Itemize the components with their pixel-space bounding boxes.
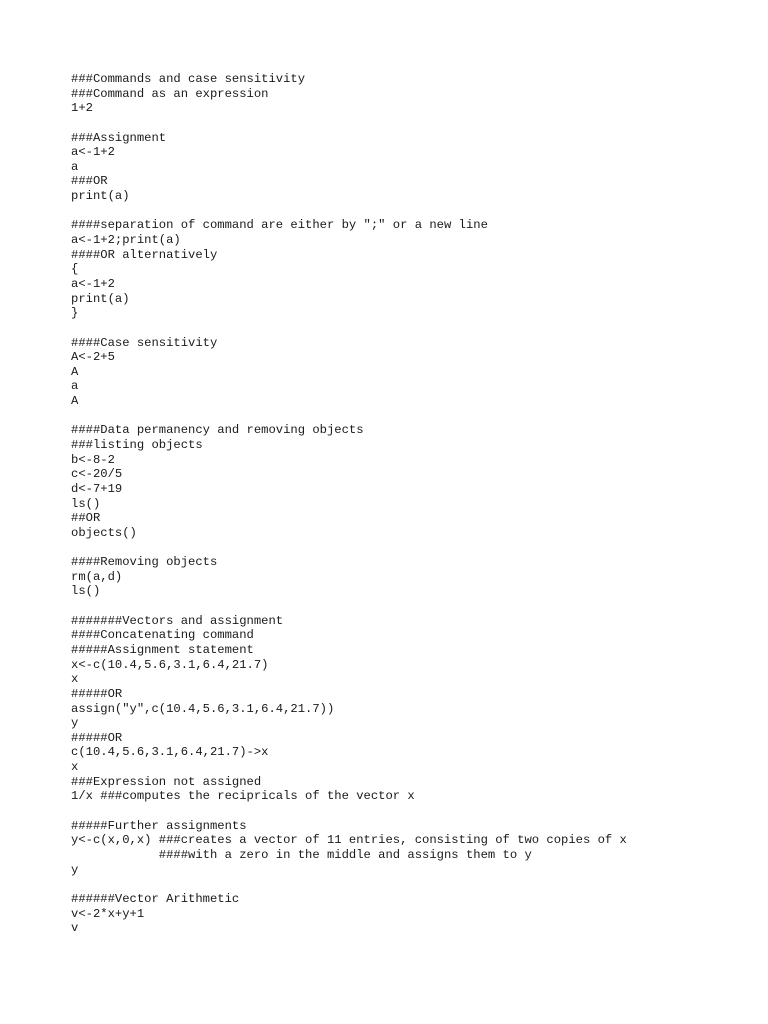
- code-listing: [71, 72, 751, 936]
- code-line: ###Assignment: [71, 130, 167, 145]
- code-line: #####OR: [71, 686, 123, 701]
- code-line: v: [71, 921, 79, 936]
- code-line: #####Further assignments: [71, 818, 247, 833]
- code-line: d<-7+19: [71, 481, 123, 496]
- code-line: print(a): [71, 189, 130, 204]
- code-line: [71, 804, 751, 819]
- code-line: objects(): [71, 525, 137, 540]
- code-line: ####Removing objects: [71, 555, 218, 570]
- code-line: A: [71, 364, 79, 379]
- code-line: [71, 204, 751, 219]
- code-line: {: [71, 262, 79, 277]
- code-line: #######Vectors and assignment: [71, 613, 284, 628]
- code-line: a<-1+2;print(a): [71, 233, 181, 248]
- code-line: A: [71, 394, 79, 409]
- code-line: ####Case sensitivity: [71, 335, 218, 350]
- code-line: #####OR: [71, 730, 123, 745]
- code-line: ###listing objects: [71, 438, 203, 453]
- code-line: y: [71, 716, 79, 731]
- code-line: [71, 541, 751, 556]
- code-line: y<-c(x,0,x) ###creates a vector of 11 entries, consisting of two copies of x: [71, 833, 627, 848]
- code-line: 1+2: [71, 101, 93, 116]
- code-line: y: [71, 862, 79, 877]
- code-line: #####Assignment statement: [71, 642, 254, 657]
- code-line: [71, 599, 751, 614]
- code-line: a<-1+2: [71, 145, 115, 160]
- code-line: x: [71, 760, 79, 775]
- code-line: ls(): [71, 496, 101, 511]
- code-line: assign("y",c(10.4,5.6,3.1,6.4,21.7)): [71, 701, 335, 716]
- code-line: 1/x ###computes the recipricals of the vector x: [71, 789, 415, 804]
- code-line: ####OR alternatively: [71, 247, 218, 262]
- code-line: [71, 877, 751, 892]
- code-line: v<-2*x+y+1: [71, 906, 145, 921]
- code-line: }: [71, 306, 79, 321]
- code-line: x<-c(10.4,5.6,3.1,6.4,21.7): [71, 657, 269, 672]
- code-line: ###Command as an expression: [71, 86, 269, 101]
- code-line: [71, 321, 751, 336]
- code-line: a<-1+2: [71, 276, 115, 291]
- code-line: ##OR: [71, 511, 101, 526]
- code-line: ###OR: [71, 174, 108, 189]
- code-line: ####separation of command are either by ";" or a new line: [71, 218, 488, 233]
- code-line: [71, 116, 751, 131]
- code-line: ###Expression not assigned: [71, 774, 262, 789]
- code-line: rm(a,d): [71, 569, 123, 584]
- code-line: print(a): [71, 291, 130, 306]
- code-line: [71, 409, 751, 424]
- code-line: ####Data permanency and removing objects: [71, 423, 364, 438]
- code-line: A<-2+5: [71, 350, 115, 365]
- code-line: x: [71, 672, 79, 687]
- code-line: ######Vector Arithmetic: [71, 891, 240, 906]
- code-line: ###Commands and case sensitivity: [71, 72, 306, 86]
- code-line: b<-8-2: [71, 452, 115, 467]
- code-line: ####with a zero in the middle and assigns them to y: [71, 847, 532, 862]
- code-line: c(10.4,5.6,3.1,6.4,21.7)->x: [71, 745, 269, 760]
- code-line: ####Concatenating command: [71, 628, 254, 643]
- code-line: a: [71, 379, 79, 394]
- code-line: ls(): [71, 584, 101, 599]
- code-line: c<-20/5: [71, 467, 123, 482]
- code-line: a: [71, 159, 79, 174]
